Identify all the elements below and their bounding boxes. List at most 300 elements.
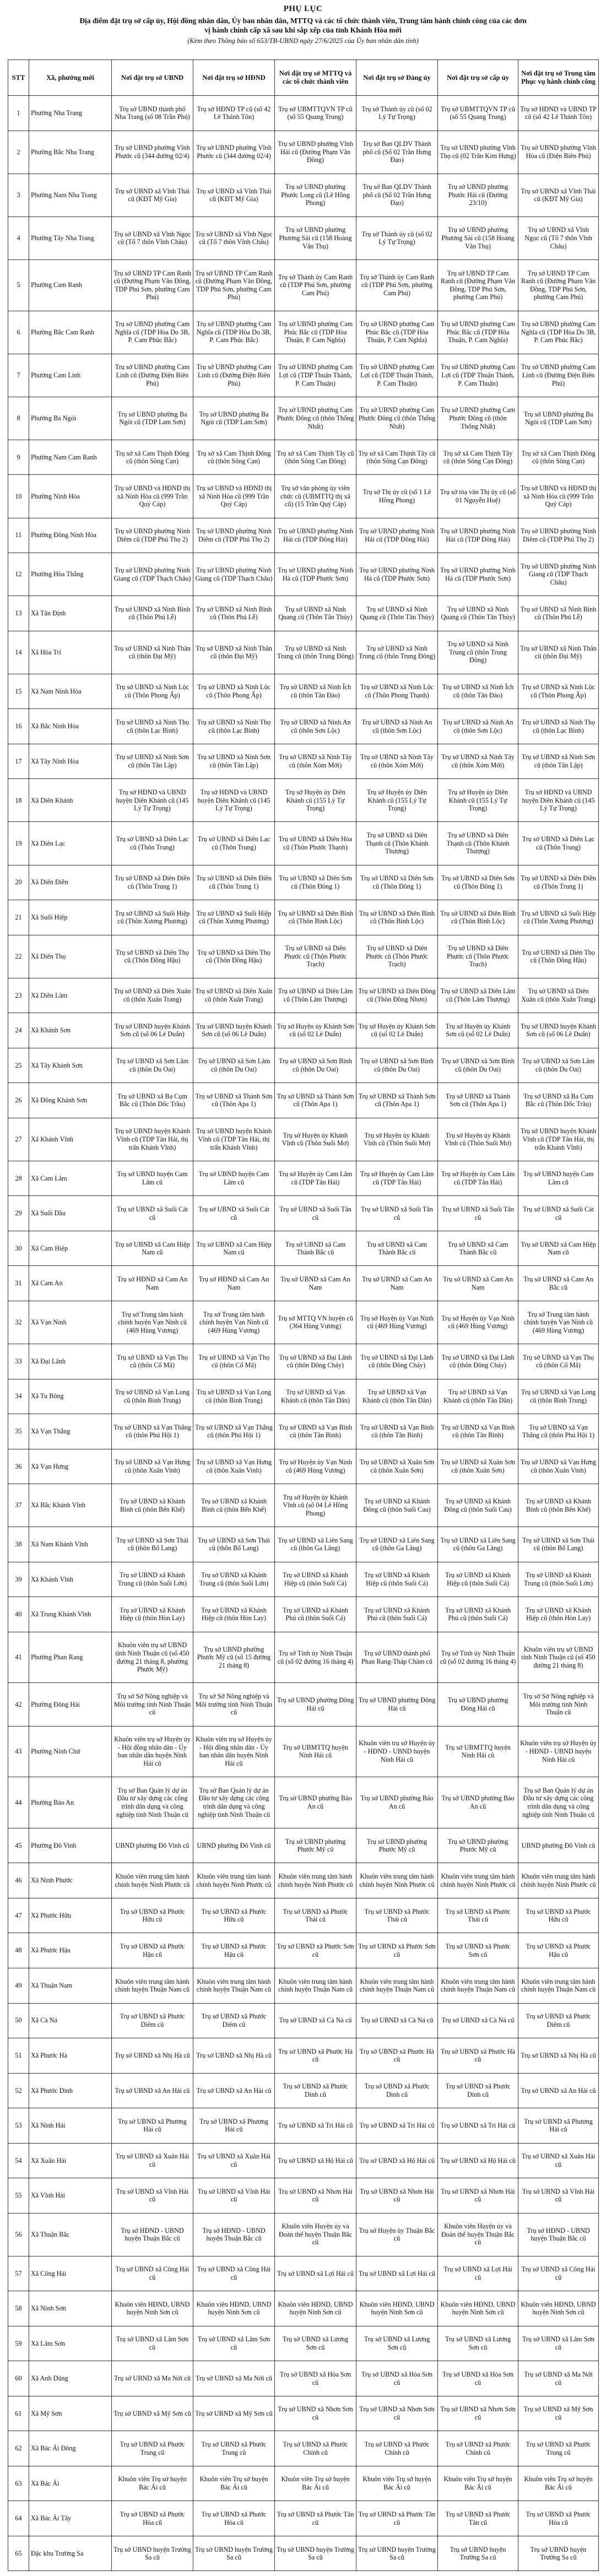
- cell-ward-name: Phường Đô Vinh: [29, 1828, 112, 1863]
- cell-dang-uy: Trụ sở UBND xã Cà Ná cũ: [356, 2003, 438, 2038]
- cell-stt: 23: [8, 978, 29, 1013]
- table-row: [8, 1083, 599, 1118]
- cell-service-center: UBND phường Đô Vinh cũ: [518, 1828, 599, 1863]
- cell-ubnd: Trụ sở UBND xã Phước Hòa cũ: [112, 2501, 193, 2536]
- cell-service-center: Trụ sở UBND xã Phước Diêm cũ: [518, 2003, 599, 2038]
- cell-ubnd: Trụ sở UBND xã Vĩnh Thái cũ (KĐT Mỹ Gia): [112, 174, 193, 217]
- cell-dang-uy: Trụ sở UBND xã Ninh Tây cũ (thôn Xóm Mới): [356, 744, 438, 779]
- cell-service-center: Trụ sở UBND xã Cam An Bắc cũ: [518, 1266, 599, 1301]
- cell-mttq: Trụ sở UBND xã Phước Tân cũ: [275, 2501, 356, 2536]
- cell-ubnd: Trụ sở UBND phường Ba Ngòi cũ (TDP Lam Sơn): [112, 397, 193, 440]
- cell-ward-name: Xã Tu Bông: [29, 1379, 112, 1414]
- cell-service-center: Trụ sở UBND xã Ninh Sơn cũ (thôn Tân Lập): [518, 744, 599, 779]
- cell-service-center: Khuôn viên trụ sở UBND tỉnh Ninh Thuận cũ (số 450 đường 21 tháng 8): [518, 1632, 599, 1683]
- cell-ubnd: Trụ sở UBND xã Phước Diêm cũ: [112, 2003, 193, 2038]
- cell-dang-uy: Trụ sở UBND xã Lương Sơn cũ: [356, 2326, 438, 2361]
- cell-ubnd: Trụ sở xã Cam Thịnh Đông cũ (thôn Sông Cạn): [112, 440, 193, 475]
- cell-cap-uy: Trụ sở tòa văn Thị ủy cũ (số 01 Nguyễn Huệ): [438, 475, 518, 518]
- cell-ubnd: Trụ sở UBND xã Nhị Hà cũ: [112, 2038, 193, 2074]
- cell-stt: 35: [8, 1414, 29, 1449]
- cell-stt: 9: [8, 440, 29, 475]
- cell-ward-name: Xã Vạn Thắng: [29, 1414, 112, 1449]
- cell-cap-uy: Trụ sở UBND xã Khánh Phú cũ (thôn Suối Cá): [438, 1597, 518, 1632]
- cell-ubnd: Trụ sở UBND phường Cam Linh cũ (Đường Điện Biên Phủ): [112, 354, 193, 397]
- cell-dang-uy: Trụ sở Huyện ủy Diên Khánh cũ (155 Lý Tự Trọng): [356, 779, 438, 822]
- cell-service-center: Trụ sở UBND phường Ba Ngòi cũ (TDP Lam Sơn): [518, 397, 599, 440]
- cell-stt: 33: [8, 1344, 29, 1379]
- cell-stt: 37: [8, 1484, 29, 1527]
- cell-cap-uy: Trụ sở UBND xã Ninh Ích cũ (thôn Tân Đảo): [438, 674, 518, 709]
- table-row: [8, 131, 599, 174]
- cell-ward-name: Xã Đông Khánh Sơn: [29, 1083, 112, 1118]
- cell-dang-uy: Trụ sở UBND xã Diên Phước cũ (Thôn Phước Trạch): [356, 935, 438, 978]
- cell-dang-uy: Trụ sở Huyện ủy Cam Lâm cũ (TDP Tân Hải): [356, 1161, 438, 1196]
- cell-mttq: Trụ sở UBND xã Ninh Ích cũ (thôn Tân Đảo): [275, 674, 356, 709]
- cell-cap-uy: Trụ sở UBND phường Bảo An cũ: [438, 1777, 518, 1828]
- cell-mttq: Trụ sở UBND xã Khánh Hiệp cũ (thôn Suối Cá): [275, 1562, 356, 1597]
- cell-dang-uy: Trụ sở UBND xã Ninh Trung cũ (thôn Trung Đông): [356, 631, 438, 674]
- cell-hdnd: Trụ sở UBND xã Nhị Hà cũ: [193, 2038, 275, 2074]
- table-row: [8, 2213, 599, 2256]
- cell-mttq: Trụ sở UBND xã Vạn Khánh cũ (thôn Tân Dân): [275, 1379, 356, 1414]
- cell-mttq: Trụ sở Huyện ủy Khánh Vĩnh cũ (số 04 Lê Hồng Phong): [275, 1484, 356, 1527]
- cell-ubnd: Trụ sở HĐND và UBND huyện Diên Khánh cũ (145 Lý Tự Trọng): [112, 779, 193, 822]
- cell-service-center: Trụ sở UBND xã Diên Lạc cũ (Thôn Trung): [518, 822, 599, 865]
- cell-ubnd: Trụ sở UBND huyện Trường Sa cũ: [112, 2536, 193, 2571]
- cell-hdnd: Trụ sở UBND xã Diên Lạc cũ (Thôn Trung): [193, 822, 275, 865]
- cell-cap-uy: Trụ sở UBND TP Cam Ranh cũ (Đường Phạm Văn Đồng, TDP Phú Sơn, phường Cam Phú): [438, 259, 518, 311]
- cell-hdnd: Trụ sở UBND xã Lâm Sơn cũ: [193, 2326, 275, 2361]
- cell-mttq: Trụ sở UBND xã Tri Hải cũ: [275, 2108, 356, 2144]
- cell-hdnd: Trụ sở UBND TP Cam Ranh cũ (Đường Phạm Văn Đồng, TDP Phú Sơn, phường Cam Phú): [193, 259, 275, 311]
- table-row: [8, 1048, 599, 1083]
- cell-service-center: Trụ sở UBND phường Ninh Diêm cũ (TDP Phú Thọ 2): [518, 518, 599, 553]
- cell-ward-name: Phường Bắc Cam Ranh: [29, 311, 112, 354]
- cell-hdnd: Trụ sở Ban Quản lý dự án Đầu tư xây dựng các công trình dân dụng và công nghiệp tỉnh Ninh Thuận cũ: [193, 1777, 275, 1828]
- cell-dang-uy: Trụ sở UBND phường Ninh Hải cũ (TDP Đông Hải): [356, 518, 438, 553]
- cell-cap-uy: Trụ sở UBND xã Ninh Quang cũ (Thôn Tân Thủy): [438, 596, 518, 631]
- cell-ward-name: Xã Diên Điền: [29, 865, 112, 900]
- cell-cap-uy: Trụ sở UBND xã Phước Hà cũ: [438, 2038, 518, 2074]
- cell-ward-name: Phường Đông Ninh Hòa: [29, 518, 112, 553]
- cell-mttq: Trụ sở UBMTTQVN TP cũ (số 55 Quang Trung): [275, 96, 356, 131]
- cell-ward-name: Phường Phan Rang: [29, 1632, 112, 1683]
- cell-ward-name: Xã Phước Hậu: [29, 1933, 112, 1968]
- cell-service-center: Trụ sở UBND phường Cam Nghĩa cũ (TDP Hòa Do 3B, P. Cam Phúc Bắc): [518, 311, 599, 354]
- cell-ubnd: Trụ sở UBND xã Sơn Thái cũ (thôn Bố Lang): [112, 1527, 193, 1562]
- cell-mttq: Trụ sở UBND xã Cam Thành Bắc cũ: [275, 1231, 356, 1266]
- cell-stt: 47: [8, 1898, 29, 1933]
- cell-stt: 13: [8, 596, 29, 631]
- cell-mttq: Trụ sở Huyện ủy Vạn Ninh cũ (469 Hùng Vương): [275, 1449, 356, 1484]
- cell-dang-uy: Trụ sở UBND xã Hộ Hải cũ: [356, 2143, 438, 2178]
- cell-ubnd: Trụ sở UBND xã Vạn Thọ cũ (thôn Cổ Mã): [112, 1344, 193, 1379]
- table-row: [8, 1933, 599, 1968]
- cell-ward-name: Xã Khánh Vĩnh: [29, 1562, 112, 1597]
- cell-cap-uy: Trụ sở UBND phường Cam Lợi cũ (TDP Thuận Thành, P. Cam Thuận): [438, 354, 518, 397]
- cell-ubnd: Trụ sở UBND xã An Hải cũ: [112, 2073, 193, 2108]
- cell-cap-uy: Khuôn viên trung tâm hành chính huyện Thuận Nam cũ: [438, 1968, 518, 2004]
- cell-ward-name: Xã Trung Khánh Vĩnh: [29, 1597, 112, 1632]
- cell-cap-uy: Trụ sở UBND xã Diên Phước cũ (Thôn Phước Trạch): [438, 935, 518, 978]
- table-row: [8, 1777, 599, 1828]
- cell-mttq: Trụ sở UBND xã Ninh Quang cũ (Thôn Tân Thủy): [275, 596, 356, 631]
- cell-mttq: Trụ sở UBND xã Diên Hòa cũ (Thôn Phước Thạnh): [275, 822, 356, 865]
- cell-dang-uy: Trụ sở UBND xã Liên Sang cũ (thôn Ga Lăng): [356, 1527, 438, 1562]
- cell-stt: 60: [8, 2361, 29, 2396]
- cell-cap-uy: Trụ sở UBND xã Ninh Trung cũ (thôn Trung Đông): [438, 631, 518, 674]
- cell-ubnd: Trụ sở UBND xã Diên Thọ cũ (Thôn Đồng Hậu): [112, 935, 193, 978]
- cell-ward-name: Xã Mỹ Sơn: [29, 2396, 112, 2431]
- cell-service-center: Trụ sở UBND xã Nhị Hà cũ: [518, 2038, 599, 2074]
- cell-stt: 24: [8, 1013, 29, 1048]
- cell-ward-name: Xã Tây Ninh Hòa: [29, 744, 112, 779]
- cell-cap-uy: Trụ sở UBND xã Diên Thạnh cũ (Thôn Khánh Thượng): [438, 822, 518, 865]
- cell-service-center: Trụ sở UBND xã Vạn Thắng cũ (thôn Phú Hội 1): [518, 1414, 599, 1449]
- cell-service-center: Trụ sở UBND xã Ninh Thân cũ (thôn Đại Mỹ): [518, 631, 599, 674]
- cell-ward-name: Xã Xuân Hải: [29, 2143, 112, 2178]
- cell-stt: 43: [8, 1726, 29, 1777]
- table-row: [8, 2536, 599, 2571]
- cell-hdnd: Trụ sở UBND xã Công Hải cũ: [193, 2256, 275, 2291]
- cell-ubnd: UBND phường Đô Vinh cũ: [112, 1828, 193, 1863]
- cell-mttq: Trụ sở UBND xã Thành Sơn cũ (Thôn Apa 1): [275, 1083, 356, 1118]
- cell-hdnd: Trụ sở UBND xã Ninh Sơn cũ (thôn Tân Lập): [193, 744, 275, 779]
- cell-mttq: Trụ sở UBND phường Phước Long cũ (Lê Hồng Phong): [275, 174, 356, 217]
- cell-cap-uy: Trụ sở UBND xã Lương Sơn cũ: [438, 2326, 518, 2361]
- cell-dang-uy: Trụ sở UBND xã Nhơn Sơn cũ: [356, 2396, 438, 2431]
- table-row: [8, 1597, 599, 1632]
- cell-dang-uy: Trụ sở UBND xã Nhơn Hải cũ: [356, 2178, 438, 2214]
- cell-hdnd: Trụ sở UBND xã Vĩnh Hải cũ: [193, 2178, 275, 2214]
- cell-cap-uy: Trụ sở UBND xã Vạn Khánh cũ (thôn Tân Dân): [438, 1379, 518, 1414]
- cell-mttq: Trụ sở UBND xã Diên Sơn cũ (Thôn Đông 1): [275, 865, 356, 900]
- cell-hdnd: Trụ sở UBND huyện Khánh Sơn cũ (số 06 Lê Duẩn): [193, 1013, 275, 1048]
- cell-ubnd: Khuôn viên Trụ sở huyện Bác Ái cũ: [112, 2466, 193, 2501]
- cell-mttq: Trụ sở UBND xã Khánh Phú cũ (thôn Suối Cá): [275, 1597, 356, 1632]
- cell-ubnd: Trụ sở UBND xã Suối Hiệp cũ (Thôn Xương Phương): [112, 900, 193, 935]
- cell-ubnd: Trụ sở UBND xã Ba Cụm Bắc cũ (Thôn Dốc Trầu): [112, 1083, 193, 1118]
- cell-ward-name: Xã Phước Hà: [29, 2038, 112, 2074]
- cell-service-center: Trụ sở HĐND và UBND huyện Diên Khánh cũ (145 Lý Tự Trọng): [518, 779, 599, 822]
- cell-service-center: Trụ sở UBND xã Ma Nới cũ: [518, 2361, 599, 2396]
- cell-ubnd: Trụ sở UBND xã Diên Điền cũ (Thôn Trung 1): [112, 865, 193, 900]
- cell-stt: 44: [8, 1777, 29, 1828]
- cell-ward-name: Phường Nam Nha Trang: [29, 174, 112, 217]
- cell-dang-uy: Trụ sở UBND phường Bảo An cũ: [356, 1777, 438, 1828]
- cell-hdnd: Trụ sở UBND xã Ninh Lộc cũ (Thôn Phong Ấp): [193, 674, 275, 709]
- cell-dang-uy: Trụ sở UBND xã Diên Bình cũ (Thôn Bình Lộc): [356, 900, 438, 935]
- cell-mttq: Trụ sở UBND xã Phước Dinh cũ: [275, 2073, 356, 2108]
- cell-ward-name: Xã Suối Dầu: [29, 1196, 112, 1231]
- cell-service-center: Trụ sở UBND xã Xuân Hải cũ: [518, 2143, 599, 2178]
- cell-cap-uy: Khuôn viên Huyện ủy và Đoàn thể huyện Thuận Bắc cũ: [438, 2213, 518, 2256]
- table-row: [8, 553, 599, 596]
- cell-ubnd: Trụ sở UBND thành phố Nha Trang (số 08 Trần Phú): [112, 96, 193, 131]
- cell-stt: 5: [8, 259, 29, 311]
- table-row: [8, 596, 599, 631]
- cell-ubnd: Trụ sở Ban Quản lý dự án Đầu tư xây dựng các công trình dân dụng và công nghiệp tỉnh Ninh Thuận cũ: [112, 1777, 193, 1828]
- cell-cap-uy: Trụ sở Huyện ủy Khánh Vĩnh cũ (Thôn Suối Mơ): [438, 1118, 518, 1161]
- cell-dang-uy: Trụ sở UBND xã Diên Đồng cũ (Thôn Đồng Nhơn): [356, 978, 438, 1013]
- cell-hdnd: Trụ sở UBND xã Sơn Lâm cũ (thôn Du Oai): [193, 1048, 275, 1083]
- cell-service-center: Khuôn viên HĐND, UBND huyện Ninh Sơn cũ: [518, 2291, 599, 2326]
- cell-ward-name: Xã Phước Dinh: [29, 2073, 112, 2108]
- cell-ward-name: Đặc khu Trường Sa: [29, 2536, 112, 2571]
- cell-ubnd: Khuôn viên HĐND, UBND huyện Ninh Sơn cũ: [112, 2291, 193, 2326]
- cell-mttq: Trụ sở UBND xã Phước Hà cũ: [275, 2038, 356, 2074]
- table-row: [8, 1449, 599, 1484]
- table-row: [8, 978, 599, 1013]
- table-row: [8, 1968, 599, 2004]
- cell-mttq: Trụ sở Huyện ủy Khánh Sơn cũ (số 02 Lê Duẩn): [275, 1013, 356, 1048]
- cell-dang-uy: Trụ sở UBND xã Ninh Quang cũ (Thôn Tân Thủy): [356, 596, 438, 631]
- cell-service-center: Trụ sở UBND huyện Khánh Vĩnh cũ (TDP Tân Hải, thị trấn Khánh Vĩnh): [518, 1118, 599, 1161]
- cell-hdnd: Trụ sở UBND xã Vạn Thọ cũ (thôn Cổ Mã): [193, 1344, 275, 1379]
- table-row: [8, 2361, 599, 2396]
- cell-ward-name: Xã Khánh Vĩnh: [29, 1118, 112, 1161]
- cell-hdnd: Trụ sở UBND xã Phước Hòa cũ: [193, 2501, 275, 2536]
- cell-ubnd: Trụ sở UBND xã Mỹ Sơn cũ: [112, 2396, 193, 2431]
- table-row: [8, 1161, 599, 1196]
- cell-cap-uy: Trụ sở UBND phường Vĩnh Thọ cũ (02 Trần Kim Hưng): [438, 131, 518, 174]
- cell-ward-name: Xã Ninh Phước: [29, 1863, 112, 1898]
- cell-dang-uy: Trụ sở UBND xã Phước Hà cũ: [356, 2038, 438, 2074]
- cell-service-center: Trụ sở UBND xã Suối Cát cũ: [518, 1196, 599, 1231]
- table-row: [8, 174, 599, 217]
- cell-service-center: Trụ sở HĐND - UBND huyện Thuận Bắc cũ: [518, 2213, 599, 2256]
- cell-dang-uy: Trụ sở UBND xã Cam An Nam: [356, 1266, 438, 1301]
- cell-stt: 52: [8, 2073, 29, 2108]
- cell-stt: 28: [8, 1161, 29, 1196]
- table-row: [8, 1683, 599, 1726]
- cell-ward-name: Xã Diên Lạc: [29, 822, 112, 865]
- cell-stt: 10: [8, 475, 29, 518]
- cell-ubnd: Trụ sở UBND xã Công Hải cũ: [112, 2256, 193, 2291]
- cell-mttq: Trụ sở UBND xã Cà Ná cũ: [275, 2003, 356, 2038]
- cell-service-center: Trụ sở UBND xã Công Hải cũ: [518, 2256, 599, 2291]
- cell-service-center: Trụ sở UBND phường Ninh Giang cũ (TDP Thạch Châu): [518, 553, 599, 596]
- cell-mttq: Trụ sở Huyện ủy Khánh Vĩnh cũ (Thôn Suối Mơ): [275, 1118, 356, 1161]
- cell-mttq: Khuôn viên Trụ sở huyện Bác Ái cũ: [275, 2466, 356, 2501]
- col-header-ward: Xã, phường mới: [29, 60, 112, 96]
- col-header-mttq: Nơi đặt trụ sở MTTQ và các tổ chức thành viên: [275, 60, 356, 96]
- cell-stt: 55: [8, 2178, 29, 2214]
- table-row: [8, 2431, 599, 2466]
- cell-hdnd: Trụ sở UBND phường Cam Nghĩa cũ (TDP Hòa Do 3B, P. Cam Phúc Bắc): [193, 311, 275, 354]
- cell-cap-uy: Trụ sở UBND phường Phương Sài cũ (158 Hoàng Văn Thụ): [438, 217, 518, 259]
- cell-ubnd: Trụ sở UBND huyện Cam Lâm cũ: [112, 1161, 193, 1196]
- cell-hdnd: Trụ sở UBND xã Ninh Bình cũ (Thôn Phú Lễ): [193, 596, 275, 631]
- cell-stt: 49: [8, 1968, 29, 2004]
- cell-cap-uy: Trụ sở UBND xã Lợi Hải cũ: [438, 2256, 518, 2291]
- table-row: [8, 1231, 599, 1266]
- cell-cap-uy: Trụ sở UBND phường Cam Phước Đông cũ (thôn Thống Nhất): [438, 397, 518, 440]
- cell-dang-uy: Trụ sở UBND xã Sơn Bình cũ (thôn Du Oai): [356, 1048, 438, 1083]
- cell-mttq: Trụ sở UBND xã Nhơn Hải cũ: [275, 2178, 356, 2214]
- cell-mttq: Trụ sở UBND xã Phước Chính cũ: [275, 2431, 356, 2466]
- cell-cap-uy: Trụ sở UBND xã Sơn Bình cũ (thôn Du Oai): [438, 1048, 518, 1083]
- cell-hdnd: Trụ sở UBND xã Khánh Hiệp cũ (thôn Hòn Lay): [193, 1597, 275, 1632]
- cell-hdnd: Trụ sở UBND xã Suối Hiệp cũ (Thôn Xương Phương): [193, 900, 275, 935]
- cell-cap-uy: Trụ sở UBND xã Phước Tân cũ: [438, 2501, 518, 2536]
- col-header-dang-uy: Nơi đặt trụ sở Đảng ủy: [356, 60, 438, 96]
- cell-ward-name: Xã Ninh Sơn: [29, 2291, 112, 2326]
- cell-mttq: Trụ sở UBND xã Lương Sơn cũ: [275, 2326, 356, 2361]
- cell-ubnd: Trụ sở UBND xã Diên Lạc cũ (Thôn Trung): [112, 822, 193, 865]
- cell-ubnd: Trụ sở UBND huyện Khánh Sơn cũ (số 06 Lê Duẩn): [112, 1013, 193, 1048]
- cell-hdnd: Trụ sở Sở Nông nghiệp và Môi trường tỉnh Ninh Thuận cũ: [193, 1683, 275, 1726]
- cell-hdnd: Trụ sở UBND xã Khánh Trung cũ (thôn Suối Lớn): [193, 1562, 275, 1597]
- cell-ubnd: Trụ sở UBND xã Diên Xuân cũ (thôn Xuân Trang): [112, 978, 193, 1013]
- cell-mttq: Trụ sở Huyện ủy Diên Khánh cũ (155 Lý Tự Trọng): [275, 779, 356, 822]
- cell-stt: 4: [8, 217, 29, 259]
- cell-hdnd: Trụ sở UBND huyện Trường Sa cũ: [193, 2536, 275, 2571]
- cell-service-center: Trụ sở UBND xã Vạn Long cũ (thôn Bình Trung): [518, 1379, 599, 1414]
- cell-hdnd: Trụ sở UBND xã Vạn Thắng cũ (thôn Phú Hội 1): [193, 1414, 275, 1449]
- cell-ward-name: Phường Ninh Hòa: [29, 475, 112, 518]
- cell-stt: 65: [8, 2536, 29, 2571]
- cell-dang-uy: Khuôn viên trung tâm hành chính huyện Thuận Nam cũ: [356, 1968, 438, 2004]
- cell-hdnd: Trụ sở UBND phường Vĩnh Phước cũ (344 đường 02/4): [193, 131, 275, 174]
- cell-dang-uy: Trụ sở UBND xã Phước Dinh cũ: [356, 2073, 438, 2108]
- cell-ubnd: Trụ sở UBND xã Khánh Hiệp cũ (thôn Hòn Lay): [112, 1597, 193, 1632]
- cell-ward-name: Phường Ba Ngòi: [29, 397, 112, 440]
- cell-service-center: Trụ sở Trung tâm hành chính huyện Vạn Ninh cũ (469 Hùng Vương): [518, 1301, 599, 1344]
- cell-hdnd: Trụ sở UBND xã Suối Cát cũ: [193, 1196, 275, 1231]
- cell-stt: 39: [8, 1562, 29, 1597]
- cell-cap-uy: Trụ sở UBND xã Xuân Sơn cũ (thôn Xuân Sơn): [438, 1449, 518, 1484]
- cell-cap-uy: Trụ sở Huyện ủy Khánh Sơn cũ (số 02 Lê Duẩn): [438, 1013, 518, 1048]
- cell-hdnd: Trụ sở UBND phường Cam Linh cũ (Đường Điện Biên Phủ): [193, 354, 275, 397]
- cell-hdnd: Trụ sở UBND xã Vạn Hưng cũ (thôn Xuân Vinh): [193, 1449, 275, 1484]
- cell-ubnd: Trụ sở UBND xã Ninh Thọ cũ (thôn Lạc Bình): [112, 709, 193, 744]
- cell-hdnd: Trụ sở UBND xã Phước Hậu cũ: [193, 1933, 275, 1968]
- cell-cap-uy: Trụ sở UBMTTQ huyện Ninh Hải cũ: [438, 1726, 518, 1777]
- cell-ward-name: Xã Nam Ninh Hòa: [29, 674, 112, 709]
- cell-hdnd: Trụ sở UBND xã Ma Nới cũ: [193, 2361, 275, 2396]
- cell-cap-uy: Trụ sở xã Cam Thịnh Tây cũ (thôn Sông Cạn Đông): [438, 440, 518, 475]
- table-row: [8, 1414, 599, 1449]
- cell-mttq: Trụ sở UBND xã Suối Tân cũ: [275, 1196, 356, 1231]
- cell-stt: 15: [8, 674, 29, 709]
- cell-stt: 21: [8, 900, 29, 935]
- cell-dang-uy: Trụ sở xã Cam Thịnh Tây cũ (thôn Sông Cạn Đông): [356, 440, 438, 475]
- table-row: [8, 1196, 599, 1231]
- cell-cap-uy: Trụ sở UBND xã Ninh An cũ (thôn Sơn Lộc): [438, 709, 518, 744]
- cell-mttq: Trụ sở UBND xã Diên Bình cũ (Thôn Bình Lộc): [275, 900, 356, 935]
- cell-hdnd: Trụ sở UBND xã Vĩnh Thái cũ (KĐT Mỹ Gia): [193, 174, 275, 217]
- cell-service-center: Trụ sở UBND phường Cam Linh cũ (Đường Điện Biên Phủ): [518, 354, 599, 397]
- cell-cap-uy: Trụ sở UBND xã Hộ Hải cũ: [438, 2143, 518, 2178]
- cell-service-center: Trụ sở UBND xã Diên Điền cũ (Thôn Trung 1): [518, 865, 599, 900]
- cell-mttq: Trụ sở UBND phường Vĩnh Hải cũ (Đường Phạm Văn Đồng): [275, 131, 356, 174]
- table-row: [8, 865, 599, 900]
- table-row: [8, 2501, 599, 2536]
- cell-hdnd: Khuôn viên HĐND, UBND huyện Ninh Sơn cũ: [193, 2291, 275, 2326]
- cell-ward-name: Phường Bảo An: [29, 1777, 112, 1828]
- cell-cap-uy: Trụ sở UBND xã Phước Sơn cũ: [438, 1933, 518, 1968]
- cell-dang-uy: Trụ sở UBND xã Khánh Hiệp cũ (thôn Suối Cá): [356, 1562, 438, 1597]
- cell-dang-uy: Khuôn viên HĐND, UBND huyện Ninh Sơn cũ: [356, 2291, 438, 2326]
- cell-stt: 34: [8, 1379, 29, 1414]
- cell-stt: 57: [8, 2256, 29, 2291]
- cell-stt: 53: [8, 2108, 29, 2144]
- cell-mttq: Trụ sở Tỉnh ủy Ninh Thuận cũ (số 02 đường 16 tháng 4): [275, 1632, 356, 1683]
- document-header: [0, 0, 606, 45]
- cell-stt: 27: [8, 1118, 29, 1161]
- cell-service-center: Trụ sở UBND xã Vĩnh Hải cũ: [518, 2178, 599, 2214]
- cell-service-center: Trụ sở UBND xã Diên Xuân cũ (thôn Xuân Trang): [518, 978, 599, 1013]
- cell-ubnd: Trụ sở UBND xã Vạn Thắng cũ (thôn Phú Hội 1): [112, 1414, 193, 1449]
- cell-dang-uy: Trụ sở Thị ủy cũ (số 1 Lê Hồng Phong): [356, 475, 438, 518]
- cell-mttq: Trụ sở UBND phường Đông Hải cũ: [275, 1683, 356, 1726]
- cell-stt: 45: [8, 1828, 29, 1863]
- col-header-hdnd: Nơi đặt trụ sở HĐND: [193, 60, 275, 96]
- cell-stt: 12: [8, 553, 29, 596]
- cell-mttq: Trụ sở UBND xã Ninh Tây cũ (thôn Xóm Mới): [275, 744, 356, 779]
- document-subtitle: Địa điểm đặt trụ sở cấp ủy, Hội đồng nhân dân, Ủy ban nhân dân, MTTQ và các tổ chức thành viên, Trung tâm hành chính công của các đơn vị hành chính cấp xã sau khi sắp xếp của tỉnh Khánh Hòa mới: [79, 17, 527, 34]
- cell-ward-name: Phường Cam Linh: [29, 354, 112, 397]
- cell-stt: 46: [8, 1863, 29, 1898]
- cell-ward-name: Phường Đông Hải: [29, 1683, 112, 1726]
- cell-ward-name: Phường Tây Nha Trang: [29, 217, 112, 259]
- cell-mttq: Trụ sở UBND phường Ninh Hà cũ (TDP Phước Sơn): [275, 553, 356, 596]
- cell-service-center: Trụ sở UBND xã Ninh Lộc cũ (Thôn Phong Ấp): [518, 674, 599, 709]
- cell-ubnd: Trụ sở UBND xã Sơn Lâm cũ (thôn Du Oai): [112, 1048, 193, 1083]
- cell-hdnd: Trụ sở HĐND TP cũ (số 42 Lê Thánh Tôn): [193, 96, 275, 131]
- cell-stt: 25: [8, 1048, 29, 1083]
- cell-stt: 51: [8, 2038, 29, 2074]
- cell-service-center: Trụ sở UBND xã Sơn Lâm cũ (thôn Du Oai): [518, 1048, 599, 1083]
- cell-service-center: Trụ sở UBND huyện Trường Sa cũ: [518, 2536, 599, 2571]
- cell-dang-uy: Trụ sở UBND phường Cam Phước Đông cũ (thôn Thống Nhất): [356, 397, 438, 440]
- cell-dang-uy: Trụ sở UBND xã Khánh Đông cũ (thôn Suối Cau): [356, 1484, 438, 1527]
- cell-ubnd: Trụ sở UBND xã Phước Hữu cũ: [112, 1898, 193, 1933]
- cell-hdnd: Trụ sở UBND xã Khánh Bình cũ (thôn Bến Khế): [193, 1484, 275, 1527]
- cell-stt: 19: [8, 822, 29, 865]
- cell-service-center: Trụ sở UBND huyện Cam Lâm cũ: [518, 1161, 599, 1196]
- table-row: [8, 709, 599, 744]
- cell-stt: 36: [8, 1449, 29, 1484]
- cell-cap-uy: Trụ sở UBND xã Diên Lâm cũ (Thôn Lâm Thượng): [438, 978, 518, 1013]
- table-row: [8, 1013, 599, 1048]
- cell-mttq: Trụ sở UBND xã Hộ Hải cũ: [275, 2143, 356, 2178]
- cell-mttq: Trụ sở Thành ủy Cam Ranh cũ (TDP Phú Sơn, phường Cam Phú): [275, 259, 356, 311]
- cell-ubnd: Trụ sở UBND xã Khánh Bình cũ (thôn Bến Khế): [112, 1484, 193, 1527]
- cell-ubnd: Trụ sở UBND và HĐND thị xã Ninh Hòa cũ (999 Trần Quý Cáp): [112, 475, 193, 518]
- table-row: [8, 1484, 599, 1527]
- cell-cap-uy: Trụ sở Huyện ủy Vạn Ninh cũ (469 Hùng Vương): [438, 1301, 518, 1344]
- cell-dang-uy: Trụ sở UBND phường Đông Hải cũ: [356, 1683, 438, 1726]
- col-header-stt: STT: [8, 60, 29, 96]
- cell-mttq: Trụ sở UBND phường Cam Lợi cũ (TDP Thuận Thành, P. Cam Thuận): [275, 354, 356, 397]
- cell-stt: 42: [8, 1683, 29, 1726]
- cell-ubnd: Khuôn viên trung tâm hành chính huyện Thuận Nam cũ: [112, 1968, 193, 2004]
- cell-cap-uy: Trụ sở UBND xã Nhơn Sơn cũ: [438, 2396, 518, 2431]
- cell-mttq: Khuôn viên trung tâm hành chính huyện Thuận Nam cũ: [275, 1968, 356, 2004]
- cell-hdnd: Khuôn viên trụ sở Huyện ủy - Hội đồng nhân dân - Ủy ban nhân dân huyện Ninh Hải cũ: [193, 1726, 275, 1777]
- cell-stt: 41: [8, 1632, 29, 1683]
- cell-cap-uy: Khuôn viên trung tâm hành chính huyện Ninh Phước cũ: [438, 1863, 518, 1898]
- cell-service-center: Trụ sở UBND xã Vạn Hưng cũ (thôn Xuân Vinh): [518, 1449, 599, 1484]
- cell-dang-uy: Trụ sở UBND thành phố Phan Rang-Tháp Chàm cũ: [356, 1632, 438, 1683]
- cell-ward-name: Xã Đại Lãnh: [29, 1344, 112, 1379]
- cell-hdnd: Trụ sở UBND xã Ninh Thân cũ (thôn Đại Mỹ): [193, 631, 275, 674]
- cell-cap-uy: Trụ sở UBND xã Thành Sơn cũ (Thôn Apa 1): [438, 1083, 518, 1118]
- cell-dang-uy: Trụ sở UBND xã Thành Sơn cũ (Thôn Apa 1): [356, 1083, 438, 1118]
- table-row: [8, 1562, 599, 1597]
